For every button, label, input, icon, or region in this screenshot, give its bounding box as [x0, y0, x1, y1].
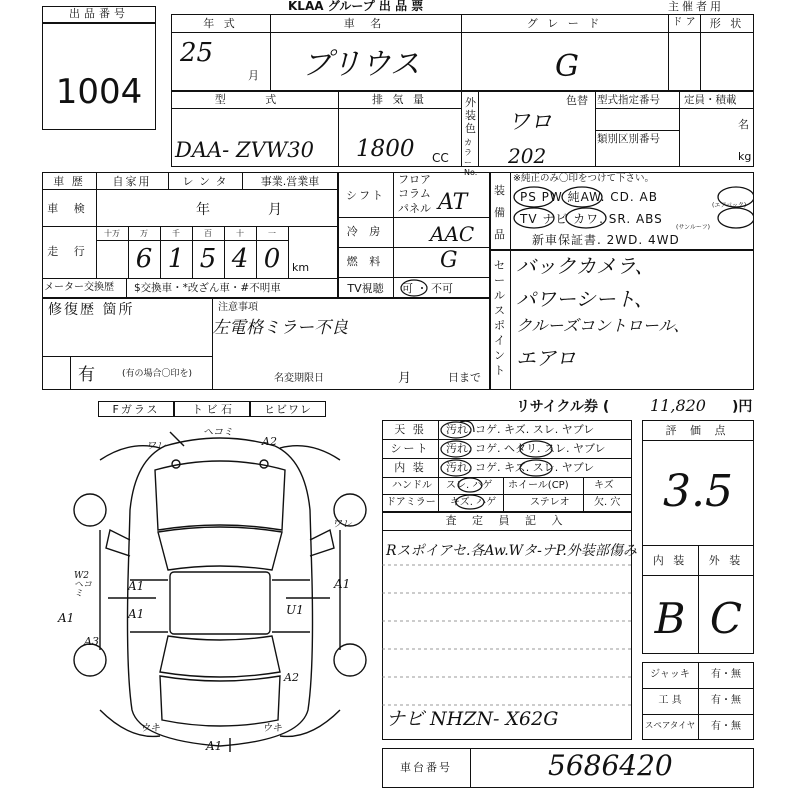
wheel-label: ホイール(CP): [508, 480, 569, 491]
interior-rating-label: 内 装: [652, 554, 688, 567]
equipment-label: 装備品: [494, 184, 505, 241]
deadline-day: 日まで: [448, 371, 481, 384]
mirror-label: ドアミラー: [386, 497, 436, 508]
deadline-label: 名変期限日: [274, 373, 324, 384]
lot-label: 出品番号: [69, 7, 129, 20]
tool-tools-label: 工 具: [658, 695, 682, 706]
interior-row-ceiling-label: 天 張: [394, 423, 426, 436]
equipment-circles: [490, 172, 754, 250]
mileage-digit-1: 0: [263, 244, 281, 274]
year-value: 25: [180, 38, 214, 68]
col-model: 型 式: [214, 93, 295, 106]
tv-label: TV視聴: [347, 282, 384, 295]
sales-line-4: エアロ: [516, 346, 576, 370]
category-label: 類別区別番号: [597, 133, 660, 145]
glass-front: Fガラス: [112, 403, 160, 416]
kg-unit: kg: [738, 150, 752, 163]
shift-value: AT: [438, 190, 468, 215]
mark-left-w2: W2 ヘコミ: [74, 571, 93, 599]
organizer-label: 主催者用: [668, 0, 724, 13]
shift-opt-panel: パネル: [398, 202, 431, 215]
displacement-value: 1800: [356, 136, 415, 162]
interior-rating-value: B: [654, 594, 686, 643]
mark-rear-a1: A1: [58, 611, 75, 625]
mileage-label: 走 行: [47, 245, 91, 258]
interior-row-interior-opts: 汚れ. コゲ. キズ. スレ. ヤブレ: [446, 461, 595, 474]
interior-circle-marks: [440, 420, 632, 512]
handle-label: ハンドル: [392, 480, 432, 491]
tool-spare-opts: 有・無: [711, 721, 741, 732]
persons-unit: 名: [738, 118, 749, 131]
sales-line-3: クルーズコントロール、: [516, 316, 690, 335]
chassis-label: 車台番号: [400, 761, 452, 774]
repair-label: 修復歴 箇所: [48, 302, 135, 318]
equipment-row3: 新車保証書. 2WD. 4WD: [532, 233, 680, 247]
tool-jack-opts: 有・無: [711, 669, 741, 680]
col-grade: グ レ ー ド: [526, 17, 603, 30]
interior-row-seat-opts: 汚れ. コゲ. ヘタリ. スレ. ヤブレ: [446, 442, 606, 455]
car-name-value: プリウス: [302, 47, 420, 82]
exterior-rating-value: C: [709, 594, 743, 643]
color-change-label: 色替: [566, 94, 588, 107]
recycle-unit: )円: [732, 399, 753, 415]
stereo-opts: 欠. 穴: [594, 497, 621, 508]
notice-label: 注意事項: [218, 302, 258, 313]
mark-front-dent: ヘコミ: [203, 427, 233, 438]
col-name: 車 名: [343, 17, 388, 30]
ac-value: AAC: [430, 222, 475, 246]
interior-row-seat-label: シート: [390, 442, 430, 455]
mark-front-a2: A2: [262, 435, 277, 448]
sunroof-note: (サンルーフ): [676, 224, 710, 231]
mileage-digit-1k: 1: [167, 244, 185, 274]
exterior-rating-label: 外 装: [708, 554, 744, 567]
interior-row-interior-label: 内 装: [394, 461, 426, 474]
sales-point-label: セールスポイント: [494, 259, 505, 377]
sales-line-2: パワーシート、: [516, 287, 654, 311]
glass-chip: ト ビ 石: [192, 403, 232, 416]
inspector-ruled-lines: [382, 531, 632, 740]
year-month-unit: 月: [248, 69, 259, 82]
mark-right-u1: U1: [286, 603, 304, 617]
shift-label: シフト: [346, 189, 385, 202]
ac-label: 冷 房: [346, 225, 385, 238]
mileage-unit-10k: 万: [140, 229, 148, 238]
shift-opt-column: コラム: [398, 187, 431, 200]
recycle-label: リサイクル券 (: [516, 399, 610, 415]
handle-opts: スレ. ハゲ: [446, 480, 493, 491]
navi-model: ナビ NHZN- X62G: [386, 708, 559, 730]
recycle-amount: 11,820: [650, 396, 706, 415]
car-damage-diagram: [60, 420, 380, 760]
color-number-value: 202: [508, 144, 547, 168]
sales-line-1: バックカメラ、: [516, 254, 655, 278]
chassis-value: 5686420: [548, 749, 673, 782]
meter-change-label: メーター交換歴: [44, 282, 114, 293]
history-label: 車 歴: [53, 175, 85, 188]
mark-left-a3: A3: [84, 635, 99, 648]
interior-row-ceiling-opts: 汚れ. コゲ. キズ. スレ. ヤブレ: [446, 423, 595, 436]
rating-label: 評 価 点: [665, 424, 731, 437]
inspection-month-unit: 月: [268, 202, 282, 218]
form-title: KLAA グループ 出 品 票: [288, 0, 424, 13]
exterior-color-label: 外装色: [465, 96, 476, 135]
mark-left-a1-top: A1: [128, 579, 145, 593]
inspector-comment: Rスポイアセ.各Aw.Wタ-ナP.外装部傷み: [386, 543, 637, 559]
mileage-unit-1: 一: [268, 229, 276, 238]
mark-rear-a1-bottom: A1: [206, 739, 223, 753]
mark-rear-left-float: ウキ: [140, 723, 160, 734]
tool-tools-opts: 有・無: [711, 695, 741, 706]
glass-crack: ヒビワレ: [264, 403, 312, 416]
model-code-value: DAA- ZVW30: [175, 138, 315, 162]
inspection-year-unit: 年: [196, 202, 210, 218]
mirror-opts: キズ. ハゲ: [450, 497, 497, 508]
inspector-label: 査 定 員 記 入: [445, 514, 569, 527]
mileage-unit-100: 百: [204, 229, 212, 238]
capacity-label: 定員・積載: [684, 94, 737, 106]
meter-change-note: $交換車・*改ざん車・#不明車: [134, 282, 281, 294]
history-opt-rental: レ ン タ: [182, 175, 228, 188]
mark-front-crack: ワレ: [146, 441, 166, 452]
repair-value: 有: [78, 365, 95, 385]
mark-left-a1-bottom: A1: [128, 607, 145, 621]
mileage-unit-1k: 千: [172, 229, 180, 238]
km-unit: km: [292, 261, 310, 274]
fuel-value: G: [440, 248, 458, 273]
tool-spare-label: スペアタイヤ: [644, 721, 696, 731]
mark-right-a2: A2: [284, 671, 299, 684]
mark-right-crack: ワレ: [332, 519, 352, 530]
designation-label: 型式指定番号: [597, 94, 660, 106]
equipment-row2: TV ナビ カワ. SR. ABS: [520, 212, 663, 226]
mileage-unit-10: 十: [236, 229, 244, 238]
rating-value: 3.5: [663, 466, 733, 517]
mileage-digit-100: 5: [199, 244, 217, 274]
tv-circle-mark: [398, 278, 430, 298]
color-name-value: ワロ: [508, 110, 553, 135]
inspection-label: 車 検: [47, 202, 91, 215]
cc-unit: CC: [432, 151, 449, 165]
tv-options: 可 ・ 不可: [402, 282, 453, 295]
color-number-label: カラー No.: [464, 138, 478, 177]
history-opt-private: 自家用: [112, 175, 152, 188]
history-opt-business: 事業.営業車: [260, 175, 320, 188]
mileage-digit-10: 4: [231, 244, 249, 274]
grade-value: G: [555, 49, 579, 84]
deadline-month: 月: [398, 371, 412, 386]
notice-value: 左電格ミラー不良: [212, 318, 348, 338]
col-body: 形 状: [709, 17, 745, 30]
lot-number: 1004: [55, 72, 143, 112]
equipment-note: ※純正のみ〇印をつけて下さい。: [513, 173, 654, 184]
stereo-label: ステレオ: [530, 497, 570, 508]
equipment-row1: PS PW 純AW. CD. AB: [520, 190, 658, 204]
repair-note: (有の場合〇印を): [122, 369, 193, 379]
airbag-note: (エアバック): [712, 202, 747, 209]
fuel-label: 燃 料: [346, 255, 385, 268]
mileage-unit-100k: 十万: [104, 229, 120, 238]
col-year: 年 式: [203, 17, 238, 30]
col-door: ド ア: [672, 17, 696, 28]
mark-right-a1: A1: [334, 577, 351, 591]
mark-rear-right-float: ウキ: [262, 723, 282, 734]
col-displacement: 排 気 量: [372, 93, 427, 106]
tool-jack-label: ジャッキ: [650, 669, 690, 680]
wheel-value: キズ: [594, 480, 614, 491]
shift-opt-floor: フロア: [398, 173, 431, 186]
mileage-digit-10k: 6: [135, 244, 153, 274]
